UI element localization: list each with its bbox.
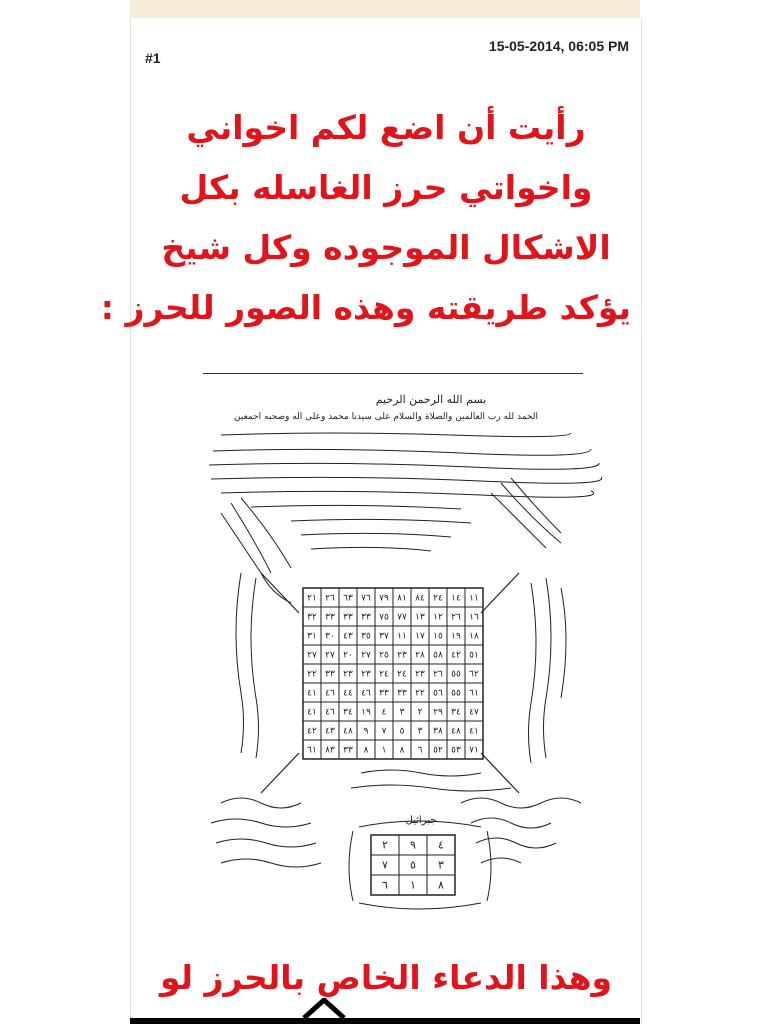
post-line-4: يؤكد طريقته وهذه الصور للحرز : <box>100 288 631 327</box>
left-margin <box>0 0 130 1024</box>
grid-cell: ٧١ <box>469 745 479 756</box>
grid-cell: ٨١ <box>397 593 407 604</box>
grid-cell: ٧ <box>381 726 387 737</box>
grid-cell: ٧٩ <box>379 593 389 604</box>
grid-cell: ٨ <box>363 745 369 756</box>
grid-cell: ٣٢ <box>307 612 317 623</box>
grid-cell: ٤١ <box>307 688 317 699</box>
grid-cell: ٣ <box>417 726 423 737</box>
post-body <box>100 98 631 338</box>
grid-cell: ٧٧ <box>397 612 407 623</box>
grid-cell: ٦٢ <box>469 669 479 680</box>
grid-cell: ٢٤ <box>433 593 443 604</box>
grid-cell: ٢٦ <box>433 669 443 680</box>
grid-cell: ٣٤ <box>343 707 353 718</box>
grid-cell: ٢٧ <box>325 650 335 661</box>
grid-cell: ٦١ <box>469 688 479 699</box>
grid-cell: ٧ <box>382 858 388 872</box>
grid-cell: ١٨ <box>469 631 479 642</box>
grid-cell: ٢٢ <box>307 669 317 680</box>
grid-cell: ٣ <box>399 707 405 718</box>
grid-cell: ٣٣ <box>325 612 335 623</box>
grid-cell: ٢ <box>417 707 423 718</box>
grid-cell: ٤٦ <box>325 688 335 699</box>
post-date: 15-05-2014, 06:05 PM <box>488 38 629 54</box>
grid-cell: ٤١ <box>469 726 479 737</box>
grid-cell: ٣٣ <box>343 745 353 756</box>
grid-cell: ٢٨ <box>415 650 425 661</box>
grid-cell: ٥٨ <box>433 650 443 661</box>
grid-cell: ٢٠ <box>343 650 353 661</box>
bottom-navigation-bar <box>130 1018 640 1024</box>
grid-cell: ٢٦ <box>451 612 461 623</box>
post-line-2: واخواتي حرز الغاسله بكل <box>179 168 593 207</box>
grid-cell: ٦ <box>382 878 388 892</box>
grid-cell: ٣٣ <box>379 688 389 699</box>
grid-cell: ٤٦ <box>325 707 335 718</box>
grid-cell: ٢ <box>382 838 388 852</box>
grid-cell: ١٩ <box>451 631 461 642</box>
grid-cell: ١٦ <box>469 612 479 623</box>
grid-cell: ٥٥ <box>451 669 461 680</box>
grid-cell: ٢٧ <box>361 650 371 661</box>
grid-cell: ٣١ <box>307 631 317 642</box>
grid-cell: ١٢ <box>433 612 443 623</box>
grid-cell: ١٤ <box>451 593 461 604</box>
grid-cell: ٣٣ <box>361 612 371 623</box>
grid-cell: ٥١ <box>469 650 479 661</box>
grid-cell: ٢٣ <box>343 669 353 680</box>
grid-cell: ٤٤ <box>343 688 353 699</box>
grid-cell: ٢٣ <box>361 669 371 680</box>
grid-cell: ٣ <box>438 858 444 872</box>
grid-cell: ٨ <box>438 878 444 892</box>
post-number-link[interactable]: #1 <box>145 50 161 66</box>
forum-post <box>100 18 642 1024</box>
grid-cell: ٤٨ <box>451 726 461 737</box>
grid-cell: ٥٢ <box>433 745 443 756</box>
grid-cell: ١ <box>410 878 416 892</box>
grid-cell: ٨٤ <box>415 593 425 604</box>
grid-cell: ٩ <box>363 726 369 737</box>
post-trailing-line: وهذا الدعاء الخاص بالحرز لو <box>159 958 613 997</box>
post-line-1: رأيت أن اضع لكم اخواني <box>186 108 586 147</box>
magic-square-small <box>371 835 455 895</box>
image-top-divider <box>203 373 583 374</box>
grid-cell: ١١ <box>469 593 479 604</box>
talisman-image[interactable] <box>131 383 641 913</box>
grid-cell: ٤ <box>381 707 387 718</box>
magic-square-large <box>303 588 483 759</box>
grid-cell: ٥٥ <box>451 688 461 699</box>
grid-cell: ٥ <box>410 858 416 872</box>
grid-cell: ١١ <box>397 631 407 642</box>
grid-cell: ٥ <box>399 726 405 737</box>
grid-cell: ٤٨ <box>343 726 353 737</box>
grid-cell: ٣٧ <box>379 631 389 642</box>
grid-cell: ١٩ <box>361 707 371 718</box>
grid-cell: ٣٤ <box>451 707 461 718</box>
grid-cell: ٨ <box>399 745 405 756</box>
grid-cell: ١ <box>381 745 387 756</box>
post-line-3: الاشكال الموجوده وكل شيخ <box>161 228 611 267</box>
grid-cell: ٣٣ <box>397 688 407 699</box>
image-title-text: بسم الله الرحمن الرحيم <box>375 393 487 406</box>
grid-cell: ٢٢ <box>415 688 425 699</box>
grid-cell: ٣٣ <box>343 612 353 623</box>
grid-cell: ٢١ <box>307 593 317 604</box>
grid-cell: ٢٩ <box>433 707 443 718</box>
previous-post-edge <box>130 0 640 19</box>
grid-cell: ٤٧ <box>469 707 479 718</box>
collapse-caret-icon[interactable] <box>300 998 348 1020</box>
grid-cell: ٨٣ <box>325 745 335 756</box>
grid-cell: ٤١ <box>307 707 317 718</box>
grid-cell: ٦٣ <box>343 593 353 604</box>
grid-cell: ٤٦ <box>361 688 371 699</box>
grid-cell: ٦١ <box>307 745 317 756</box>
grid-cell: ٥٣ <box>451 745 461 756</box>
grid-cell: ٩ <box>410 838 416 852</box>
grid-cell: ٤٣ <box>343 631 353 642</box>
image-header-text: الحمد لله رب العالمين والصلاة والسلام على سيدنا محمد وعلى اله وصحبه اجمعين <box>234 412 538 422</box>
grid-cell: ١٣ <box>415 612 425 623</box>
grid-cell: ٧٥ <box>379 612 389 623</box>
grid-cell: ٣٥ <box>361 631 371 642</box>
grid-cell: ٢٤ <box>397 669 407 680</box>
grid-cell: ٢٤ <box>379 669 389 680</box>
grid-cell: ٤٣ <box>325 726 335 737</box>
small-square-label: جبرائيل <box>405 815 437 826</box>
grid-cell: ٣٣ <box>325 669 335 680</box>
grid-cell: ٧٦ <box>361 593 371 604</box>
grid-cell: ٤٢ <box>451 650 461 661</box>
grid-cell: ١٥ <box>433 631 443 642</box>
grid-cell: ٦ <box>417 745 423 756</box>
grid-cell: ٣٠ <box>325 631 335 642</box>
grid-cell: ٣٨ <box>433 726 443 737</box>
grid-cell: ٢٥ <box>379 650 389 661</box>
grid-cell: ٤٢ <box>307 726 317 737</box>
grid-cell: ٢٦ <box>325 593 335 604</box>
right-margin <box>640 0 768 1024</box>
grid-cell: ١٧ <box>415 631 425 642</box>
grid-cell: ٢٧ <box>307 650 317 661</box>
grid-cell: ٢٣ <box>397 650 407 661</box>
grid-cell: ٤ <box>438 838 444 852</box>
grid-cell: ٢٣ <box>415 669 425 680</box>
grid-cell: ٥٦ <box>433 688 443 699</box>
